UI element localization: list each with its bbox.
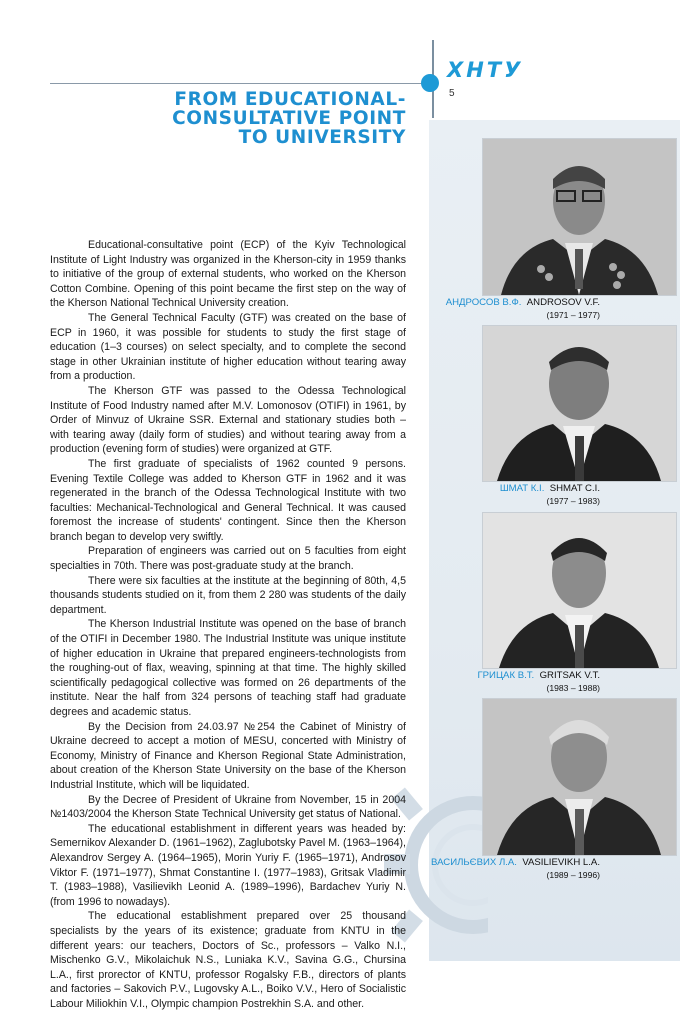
caption-name-ua: АНДРОСОВ В.Ф. <box>445 297 522 308</box>
paragraph: The General Technical Faculty (GTF) was created on the base of ECP in 1960, it was possible for students to study the first stage of education (1–3 courses) on select specialty, and to complete the second stage in other Ukrainian institute of higher education without tearing away from a production. <box>50 311 406 383</box>
caption-name-ua: ГРИЦАК В.Т. <box>477 670 535 681</box>
paragraph: By the Decision from 24.03.97 №254 the Cabinet of Ministry of Ukraine decreed to accept a motion of MESU, concerted with Ministry of Economy, Ministry of Finance and Kherson Regional State Administration, about creation of the Kherson State University on the base of the Kherson Industrial Institute, which will be liquidated. <box>50 720 406 791</box>
caption-name-en: ANDROSOV V.F. <box>526 297 600 308</box>
title-line-2: CONSULTATIVE POINT <box>172 108 406 129</box>
caption-androsov <box>430 297 600 321</box>
paragraph: Preparation of engineers was carried out on 5 faculties from eight specialties in 70th. There was post-graduate study at the branch. <box>50 545 406 573</box>
paragraph: Educational-consultative point (ECP) of the Kyiv Technological Institute of Light Industry was organized in the Kherson-city in 1959 thanks to initiative of the group of external students, who worked on the Kherson Cotton Combine. Opening of this point became the first step on the way of the Kherson National Technical University creation. <box>50 239 406 310</box>
caption-vasilievikh <box>430 857 600 881</box>
page-number: 5 <box>449 88 455 99</box>
caption-name-ua: ВАСИЛЬЄВИХ Л.А. <box>431 857 517 868</box>
caption-years: (1989 – 1996) <box>546 870 600 880</box>
portrait-photo-shmat <box>482 325 677 482</box>
logo-text: ХНТУ <box>447 58 524 82</box>
paragraph: The educational establishment in different years was headed by: Semernikov Alexander D. (1961–1962), Zaglubotsky Pavel M. (1963–1964), Alexandrov Sergey A. (1964–1965), Morin Yuriy F. (1965–1971), Androsov Viktor F. (1971–1977), Shmat Constantine I. (1977–1983), Gritsak Vladimir T. (1983–1988), Vasilievikh Leonid A. (1989–1996), Bardachev Yuriy N. (from 1996 to nowadays). <box>50 822 406 908</box>
caption-gritsak <box>430 670 600 694</box>
paragraph: By the Decree of President of Ukraine from November, 15 in 2004 №1403/2004 the Kherson State Technical University get status of National. <box>50 793 406 821</box>
portrait-photo-gritsak <box>482 512 677 669</box>
portrait-photo-androsov <box>482 138 677 296</box>
portrait-photo-vasilievikh <box>482 698 677 856</box>
caption-name-en: GRITSAK V.T. <box>539 670 600 681</box>
paragraph: The Kherson GTF was passed to the Odessa Technological Institute of Food Industry named after M.V. Lomonosov (OTIFI) in 1961, by Order of Minvuz of Ukraine SSR. External and stationary studies both – with tearing away (daily form of studies) and without tearing away from a production (evening form of studies) were organized at GTF. <box>50 384 406 456</box>
title-line-3: TO UNIVERSITY <box>238 127 406 148</box>
body-text <box>50 238 406 1011</box>
caption-name-ua: ШМАТ К.І. <box>499 483 545 494</box>
paragraph: The Kherson Industrial Institute was opened on the base of branch of the OTIFI in December 1980. The Industrial Institute was unique institute of higher education in Ukraine that prepared engineers-technologists from the roughing-out of flax, weaving, spinning at that time. The highly skilled scientifically pedagogical collective was formed on 26 departments of the institute. Near the half from 324 persons of teaching staff had graduate degrees and academic status. <box>50 618 406 718</box>
caption-years: (1977 – 1983) <box>546 496 600 506</box>
caption-name-en: SHMAT C.I. <box>549 483 600 494</box>
page-title <box>172 90 406 147</box>
paragraph: There were six faculties at the institute at the beginning of 80th, 4,5 thousands students studied on it, from them 2 280 was students of the daily department. <box>50 574 406 616</box>
caption-years: (1971 – 1977) <box>546 310 600 320</box>
title-line-1: FROM EDUCATIONAL- <box>174 89 406 110</box>
caption-name-en: VASILIEVIKH L.A. <box>522 857 600 868</box>
caption-shmat <box>430 483 600 507</box>
header-dot <box>421 74 439 92</box>
caption-years: (1983 – 1988) <box>546 683 600 693</box>
paragraph: The educational establishment prepared over 25 thousand specialists by the years of its existence; graduate from KNTU in the different years: our teachers, Doctors of Sc., professors – Valko N.I., Mischenko G.V., Mikolaichuk N.S., Luniaka K.V., Savina G.G., Chursina L.A., first prorector of KNTU, professor Rogalsky F.B., directors of plants and factories – Sakovich P.V., Lugovsky A.L., Boiko V.V., Hero of Socialistic Labour Miliokhin V.I., Olympic champion Postrekhin S.A. and other. <box>50 910 406 1010</box>
paragraph: The first graduate of specialists of 1962 counted 9 persons. Evening Textile College was added to Kherson GTF in 1962 and it was regenerated in the branch of the Odessa Technological Institute with two faculties: Mechanical-Technological and General Technical. It was caused foremost the increase of students' contingent. Since then the Kherson branch began to develop very swiftly. <box>50 457 406 543</box>
header-horizontal-rule <box>50 83 422 84</box>
